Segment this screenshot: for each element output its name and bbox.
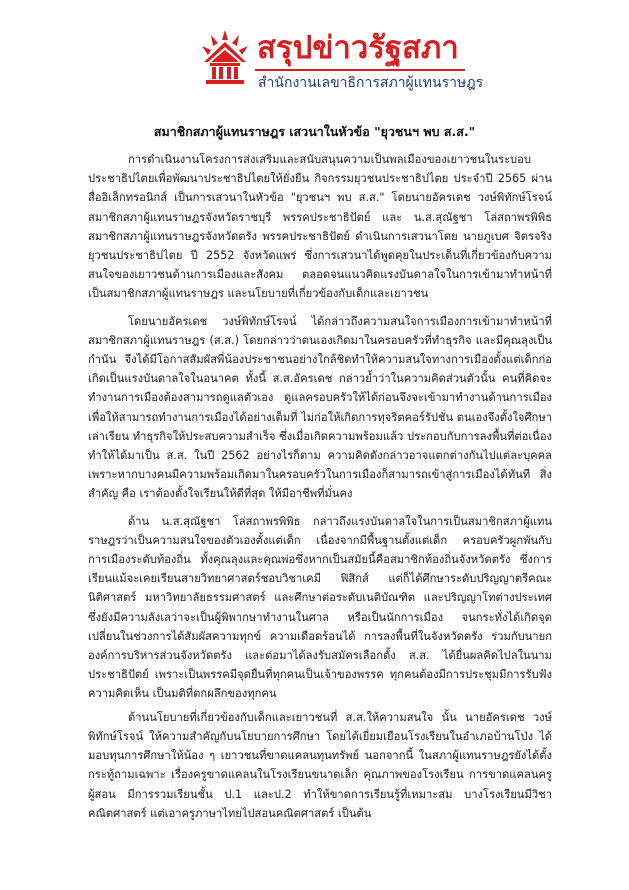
document-title: สมาชิกสภาผู้แทนราษฎร เสวนาในหัวข้อ "ยุวชนฯ พบ ส.ส." <box>153 124 476 139</box>
header-divider <box>255 69 465 71</box>
paragraph: โดยนายอัครเดช วงษ์พิทักษ์โรจน์ ได้กล่าวถึงความสนใจการเมืองการเข้ามาทำหน้าที่สมาชิกสภาผู้แทนราษฎร (ส.ส.) โดยกล่าวว่าตนเองเกิดมาในครอบครัวที่ทำธุรกิจ และมีคุณลุงเป็นกำนัน จึงได้มีโอกาสสัมผัสพี่น้องประชาชนอย่างใกล้ชิดทำให้ความสนใจทางการเมืองตั้งแต่เด็กก่อเกิดเป็นแรงบันดาลใจในอนาคต ทั้งนี้ ส.ส.อัครเดช กล่าวย้ำว่าในความคิดส่วนตัวนั้น คนที่คิดจะทำงานการเมืองต้องสามารถดูแลตัวเอง ดูแลครอบครัวให้ได้ก่อนจึงจะเข้ามาทำงานด้านการเมือง เพื่อให้สามารถทำงานการเมืองได้อย่างเต็มที่ ไม่ก่อให้เกิดการทุจริตคอร์รัปชั่น ตนเองจึงตั้งใจศึกษาเล่าเรียน ทำธุรกิจให้ประสบความสำเร็จ ซึ่งเมื่อเกิดความพร้อมแล้ว ประกอบกับการลงพื้นที่ต่อเนื่องทำให้ได้มาเป็น ส.ส. ในปี 2562 อย่างไรก็ตาม ความคิดดังกล่าวอาจแตกต่างกันไปแต่ละบุคคล เพราะหากบางคนมีความพร้อมเกิดมาในครอบครัวในการเมืองก็สามารถเข้าสู่การเมืองได้ทันที สิ่งสำคัญ คือ เราต้องตั้งใจเรียนให้ดีที่สุด ให้มีอาชีพที่มั่นคง <box>88 314 552 501</box>
paragraph: ด้านนโยบายที่เกี่ยวข้องกับเด็กและเยาวชนที่ ส.ส.ให้ความสนใจ นั้น นายอัครเดช วงษ์พิทักษ์โรจน์ ให้ความสำคัญกับนโยบายการศึกษา โดยได้เยี่ยมเยือนโรงเรียนในอำเภอบ้านโป่ง ได้มอบทุนการศึกษาให้น้อง ๆ เยาวชนที่ขาดแคลนทุนทรัพย์ นอกจากนี้ ในสภาผู้แทนราษฎรยังได้ตั้งกระทู้ถามเฉพาะ เรื่องครูขาดแคลนในโรงเรียนขนาดเล็ก คุณภาพของโรงเรียน การขาดแคลนครูผู้สอน มีการรวมเรียนชั้น ป.1 และป.2 ทำให้ขาดการเรียนรู้ที่เหมาะสม บางโรงเรียนมีวิชาคณิตศาสตร์ แต่เอาครูภาษาไทยไปสอนคณิตศาสตร์ เป็นต้น <box>88 710 552 820</box>
header-title: สรุปข่าวรัฐสภา <box>257 30 459 66</box>
document-body <box>88 150 552 831</box>
page-header <box>0 0 629 110</box>
parliament-emblem-icon <box>198 28 252 86</box>
paragraph: การดำเนินงานโครงการส่งเสริมและสนับสนุนความเป็นพลเมืองของเยาวชนในระบอบประชาธิปไตยเพื่อพัฒนาประชาธิปไตยให้ยั่งยืน กิจกรรมยุวชนประชาธิปไตย ประจำปี 2565 ผ่านสื่ออิเล็กทรอนิกส์ เป็นการเสวนาในหัวข้อ "ยุวชนฯ พบ ส.ส." โดยนายอัครเดช วงษ์พิทักษ์โรจน์ สมาชิกสภาผู้แทนราษฎรจังหวัดราชบุรี พรรคประชาธิปัตย์ และ น.ส.สุณัฐชา โล่สถาพรพิพิธ สมาชิกสภาผู้แทนราษฎรจังหวัดตรัง พรรคประชาธิปัตย์ ดำเนินการเสวนาโดย นายภูเบศ จิตรจริง ยุวชนประชาธิปไตย ปี 2552 จังหวัดแพร่ ซึ่งการเสวนาได้พูดคุยในประเด็นที่เกี่ยวข้องกับความสนใจของเยาวชนด้านการเมืองและสังคม ตลอดจนแนวคิดแรงบันดาลใจในการเข้ามาทำหน้าที่เป็นสมาชิกสภาผู้แทนราษฎร และนโยบายที่เกี่ยวข้องกับเด็กและเยาวชน <box>88 153 552 301</box>
header-subtitle: สำนักงานเลขาธิการสภาผู้แทนราษฎร <box>258 75 484 91</box>
paragraph: ด้าน น.ส.สุณัฐชา โล่สถาพรพิพิธ กล่าวถึงแรงบันดาลใจในการเป็นสมาชิกสภาผู้แทนราษฎรว่าเป็นความสนใจของตัวเองตั้งแต่เด็ก เนื่องจากมีพื้นฐานตั้งแต่เด็ก ครอบครัวผูกพันกับการเมืองระดับท้องถิ่น ทั้งคุณลุงและคุณพ่อซึ่งหากเป็นสมัยนี้คือสมาชิกท้องถิ่นจังหวัดตรัง ซึ่งการเรียนแม้จะเคยเรียนสายวิทยาศาสตร์ชอบวิชาเคมี ฟิสิกส์ แต่ก็ได้ศึกษาระดับปริญญาตรีคณะนิติศาสตร์ มหาวิทยาลัยธรรมศาสตร์ และศึกษาต่อระดับเนติบัณฑิต และปริญญาโทต่างประเทศ ซึ่งยังมีความลังเลว่าจะเป็นผู้พิพากษาทำงานในศาล หรือเป็นนักการเมือง จนกระทั่งได้เกิดจุดเปลี่ยนในช่วงการได้สัมผัสความทุกข์ ความเดือดร้อนได้ การลงพื้นที่ในจังหวัดตรัง ร่วมกับนายกองค์การบริหารส่วนจังหวัดตรัง และต่อมาได้ลงรับสมัครเลือกตั้ง ส.ส. ได้ยื่นผลคิดไปลในนามประชาธิปัตย์ เพราะเป็นพรรคมีจุดยืนที่ทุกคนเป็นเจ้าของพรรค ทุกคนต้องมีการประชุมมีการรับฟังความคิดเห็น เป็นมติที่ตกผลึกของทุกคน <box>88 514 552 701</box>
